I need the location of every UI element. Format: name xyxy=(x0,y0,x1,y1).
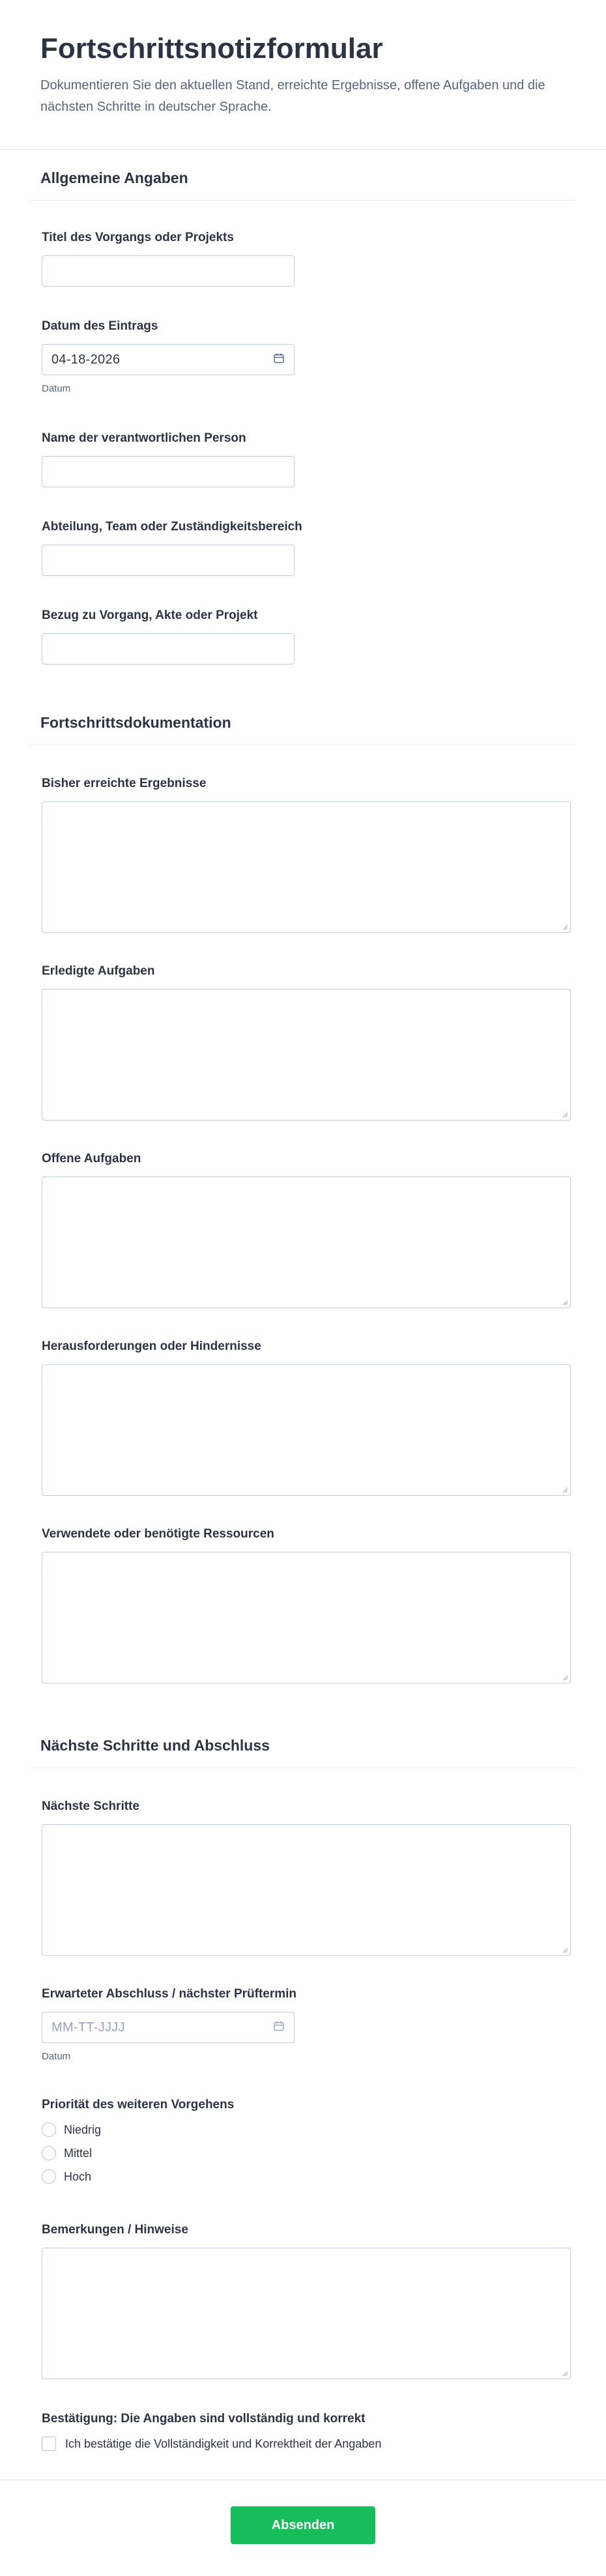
field-person xyxy=(0,431,606,487)
reference-label: Bezug zu Vorgang, Akte oder Projekt xyxy=(42,608,258,622)
department-input[interactable] xyxy=(42,545,295,576)
field-open xyxy=(0,1152,606,1308)
confirm-option[interactable] xyxy=(42,2437,564,2451)
field-done xyxy=(0,964,606,1121)
date-label: Datum des Eintrags xyxy=(42,319,158,333)
resize-grip-icon[interactable] xyxy=(562,1299,568,1306)
section-general xyxy=(0,169,606,201)
date-sublabel: Datum xyxy=(42,383,71,394)
calendar-icon[interactable] xyxy=(273,352,285,367)
radio-medium[interactable] xyxy=(42,2146,56,2160)
results-textarea[interactable] xyxy=(42,801,571,933)
field-results xyxy=(0,777,606,933)
resize-grip-icon[interactable] xyxy=(562,1111,568,1118)
confirm-option-label: Ich bestätige die Vollständigkeit und Korrektheit der Angaben xyxy=(65,2437,382,2450)
date-value: 04-18-2026 xyxy=(51,352,121,367)
title-label: Titel des Vorgangs oder Projekts xyxy=(42,231,234,244)
field-confirm xyxy=(0,2412,606,2451)
field-challenges xyxy=(0,1339,606,1496)
resize-grip-icon[interactable] xyxy=(562,1487,568,1493)
field-nextsteps xyxy=(0,1799,606,1956)
resize-grip-icon[interactable] xyxy=(562,2370,568,2377)
remarks-label: Bemerkungen / Hinweise xyxy=(42,2223,188,2237)
field-title xyxy=(0,231,606,287)
results-label: Bisher erreichte Ergebnisse xyxy=(42,777,207,790)
open-label: Offene Aufgaben xyxy=(42,1152,141,1166)
resize-grip-icon[interactable] xyxy=(562,1674,568,1681)
calendar-icon[interactable] xyxy=(273,2020,285,2035)
form-header xyxy=(0,0,606,150)
title-input[interactable] xyxy=(42,255,295,287)
field-department xyxy=(0,520,606,576)
radio-high[interactable] xyxy=(42,2169,56,2184)
date-input[interactable] xyxy=(42,344,295,375)
priority-option-high[interactable] xyxy=(42,2169,564,2184)
priority-label: Priorität des weiteren Vorgehens xyxy=(42,2098,235,2111)
radio-low[interactable] xyxy=(42,2123,56,2137)
section-progress xyxy=(0,714,606,745)
due-label: Erwarteter Abschluss / nächster Prüftermin xyxy=(42,1987,297,2001)
reference-input[interactable] xyxy=(42,633,295,665)
open-textarea[interactable] xyxy=(42,1177,571,1308)
form-title: Fortschrittsnotizformular xyxy=(40,33,383,64)
remarks-textarea[interactable] xyxy=(42,2248,571,2379)
person-label: Name der verantwortlichen Person xyxy=(42,431,246,445)
resize-grip-icon[interactable] xyxy=(562,1947,568,1953)
resize-grip-icon[interactable] xyxy=(562,924,568,930)
section-title-general: Allgemeine Angaben xyxy=(40,169,188,186)
due-date-placeholder: MM-TT-JJJJ xyxy=(51,2020,125,2035)
field-reference xyxy=(0,608,606,665)
resources-label: Verwendete oder benötigte Ressourcen xyxy=(42,1527,274,1541)
field-due-date xyxy=(0,1987,606,2062)
field-resources xyxy=(0,1527,606,1683)
nextsteps-label: Nächste Schritte xyxy=(42,1799,139,1813)
done-textarea[interactable] xyxy=(42,989,571,1121)
field-remarks xyxy=(0,2223,606,2379)
radio-label-high: Hoch xyxy=(64,2169,92,2183)
nextsteps-textarea[interactable] xyxy=(42,1824,571,1956)
resources-textarea[interactable] xyxy=(42,1552,571,1683)
field-priority xyxy=(0,2098,606,2193)
confirm-checkbox[interactable] xyxy=(42,2437,56,2451)
challenges-textarea[interactable] xyxy=(42,1364,571,1496)
priority-option-low[interactable] xyxy=(42,2123,564,2137)
section-next xyxy=(0,1737,606,1768)
submit-button[interactable]: Absenden xyxy=(231,2506,375,2544)
section-title-progress: Fortschrittsdokumentation xyxy=(40,714,231,731)
challenges-label: Herausforderungen oder Hindernisse xyxy=(42,1339,261,1353)
radio-label-low: Niedrig xyxy=(64,2123,102,2136)
person-input[interactable] xyxy=(42,456,295,487)
department-label: Abteilung, Team oder Zuständigkeitsbereich xyxy=(42,520,302,534)
form-description: Dokumentieren Sie den aktuellen Stand, erreichte Ergebnisse, offene Aufgaben und die nächsten Schritte in deutscher Sprache. xyxy=(40,78,545,114)
priority-option-medium[interactable] xyxy=(42,2146,564,2160)
field-date xyxy=(0,319,606,394)
confirm-label: Bestätigung: Die Angaben sind vollständig und korrekt xyxy=(42,2412,366,2426)
done-label: Erledigte Aufgaben xyxy=(42,964,155,978)
radio-label-medium: Mittel xyxy=(64,2146,93,2160)
due-date-input[interactable] xyxy=(42,2012,295,2043)
due-date-sublabel: Datum xyxy=(42,2051,71,2062)
section-title-next: Nächste Schritte und Abschluss xyxy=(40,1737,270,1754)
form-footer xyxy=(0,2480,606,2576)
